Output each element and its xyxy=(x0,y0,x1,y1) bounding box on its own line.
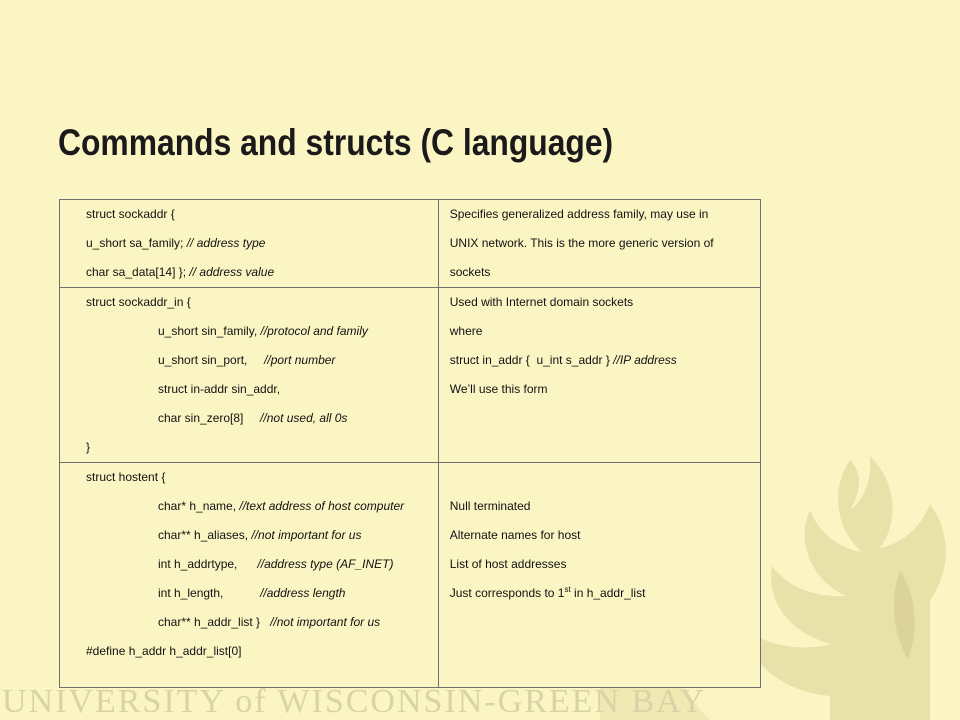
desc-line: struct in_addr { u_int s_addr } //IP address xyxy=(449,353,677,367)
code-line: #define h_addr h_addr_list[0] xyxy=(86,644,242,658)
code-line: int h_length, //address length xyxy=(158,586,346,600)
desc-line: Just corresponds to 1st in h_addr_list xyxy=(449,585,646,600)
sockaddr-in-desc-cell xyxy=(438,288,760,463)
code-line: u_short sa_family; // address type xyxy=(86,236,266,250)
slide-title: Commands and structs (C language) xyxy=(58,122,614,163)
university-footer-wordmark: UNIVERSITY of WISCONSIN-GREEN BAY xyxy=(2,683,707,720)
code-line: char sin_zero[8] //not used, all 0s xyxy=(158,411,348,425)
desc-line: List of host addresses xyxy=(449,557,567,571)
code-line: struct sockaddr_in { xyxy=(86,295,191,309)
code-line: char sa_data[14] }; // address value xyxy=(86,265,275,279)
struct-table xyxy=(59,199,761,688)
desc-line: Alternate names for host xyxy=(449,528,581,542)
code-line: u_short sin_family, //protocol and family xyxy=(158,324,368,338)
hostent-desc-cell xyxy=(438,463,760,688)
sockaddr-code-cell xyxy=(60,200,439,288)
desc-line: UNIX network. This is the more generic version of xyxy=(449,236,714,250)
sockaddr-in-code-cell xyxy=(60,288,439,463)
desc-line: Used with Internet domain sockets xyxy=(449,295,634,309)
code-line: struct hostent { xyxy=(86,470,166,484)
desc-line: We’ll use this form xyxy=(449,382,548,396)
superscript-st: st xyxy=(564,585,571,594)
table-row xyxy=(60,200,761,288)
table-row xyxy=(60,288,761,463)
code-line: } xyxy=(86,440,91,454)
code-line: char** h_addr_list } //not important for us xyxy=(158,615,381,629)
desc-line: where xyxy=(449,324,483,338)
desc-line: sockets xyxy=(449,265,491,279)
code-line: char* h_name, //text address of host computer xyxy=(158,499,405,513)
code-line: struct in-addr sin_addr, xyxy=(158,382,281,396)
desc-line xyxy=(439,463,760,492)
desc-line: Null terminated xyxy=(449,499,531,513)
desc-line: Specifies generalized address family, may use in xyxy=(449,207,709,221)
hostent-code-cell xyxy=(60,463,439,688)
code-line: u_short sin_port, //port number xyxy=(158,353,336,367)
code-line: int h_addrtype, //address type (AF_INET) xyxy=(158,557,394,571)
code-line: struct sockaddr { xyxy=(86,207,175,221)
code-line: char** h_aliases, //not important for us xyxy=(158,528,362,542)
table-row xyxy=(60,463,761,688)
sockaddr-desc-cell xyxy=(438,200,760,288)
